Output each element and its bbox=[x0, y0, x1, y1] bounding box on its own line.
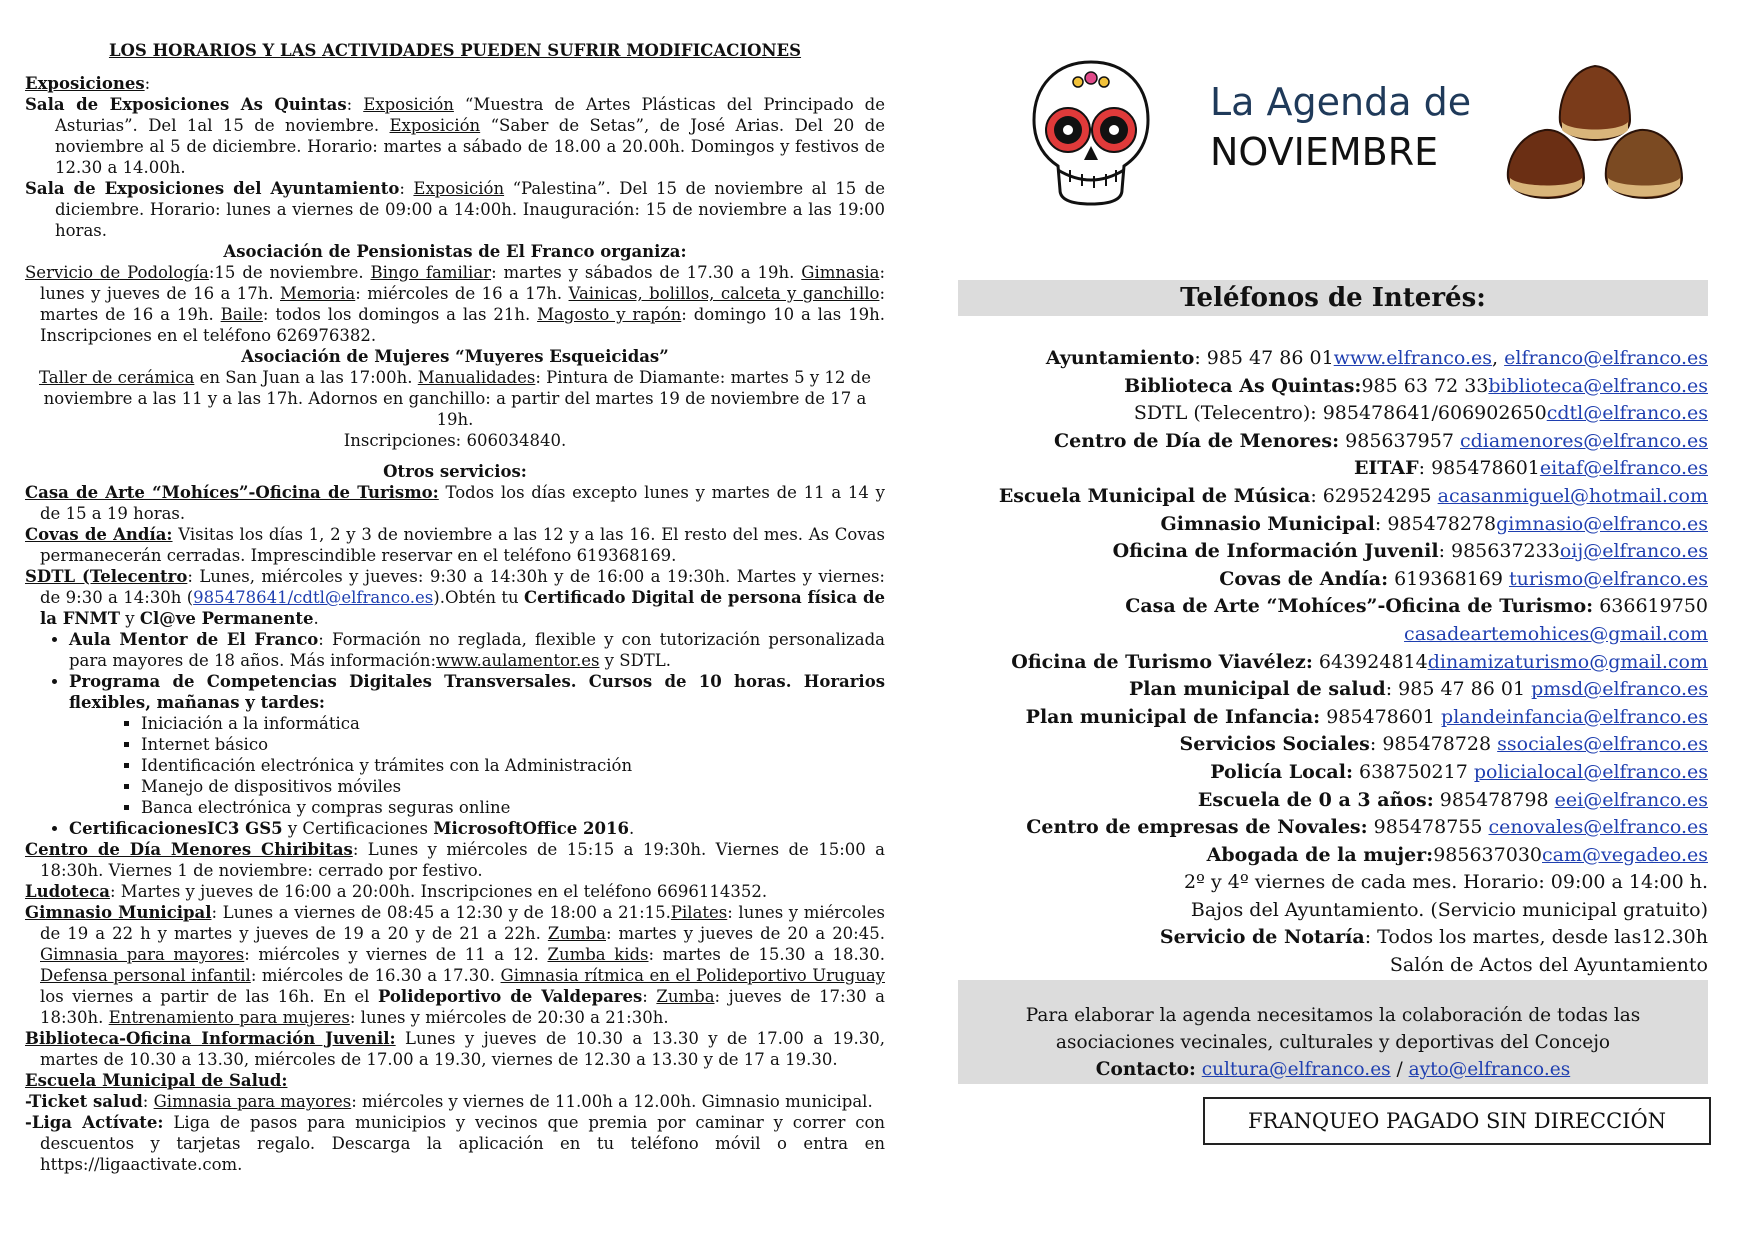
agenda-left-column bbox=[25, 40, 885, 1175]
viavelez-mail-link[interactable]: dinamizaturismo@gmail.com bbox=[1427, 650, 1708, 673]
eei-mail-link[interactable]: eei@elfranco.es bbox=[1554, 788, 1708, 811]
pensionistas-text: Servicio de Podología:15 de noviembre. Bingo familiar: martes y sábados de 17.30 a 19h. Gimnasia: lunes y jueves de 16 a 17h. Memoria: miércoles de 16 a 17h. Vainicas, bolillos, calceta y ganchillo: martes de 16 a 19h. Baile: todos los domingos a las 21h. Magosto y rapón: domingo 10 a las 19h. Inscripciones en el teléfono 626976382. bbox=[25, 263, 886, 345]
colaboracion-box bbox=[958, 980, 1708, 1084]
expo-ayuntamiento: Sala de Exposiciones del Ayuntamiento: Exposición “Palestina”. Del 15 de noviembre al 15 de diciembre. Horario: lunes a viernes de 09:00 a 14:00h. Inauguración: 15 de noviembre a las 19:00 horas. bbox=[25, 179, 886, 240]
programa-competencias: • Programa de Competencias Digitales Transversales. Cursos de 10 horas. Horarios flexibles, mañanas y tardes: ▪ Iniciación a la informática ▪ Internet básico ▪ Identificación electrónica y trámites con la Administración ▪ Manejo de dispositivos móviles ▪ Banca electrónica y compras seguras online bbox=[69, 671, 885, 818]
centro-dia: Centro de Día Menores Chiribitas: Lunes y miércoles de 15:15 a 19:30h. Viernes de 15:00 a 18:30h. Viernes 1 de noviembre: cerrado por festivo. bbox=[25, 840, 885, 880]
telefonos-heading: Teléfonos de Interés: bbox=[958, 280, 1708, 316]
notaria-lugar: Salón de Actos del Ayuntamiento bbox=[1389, 954, 1708, 977]
covas-mail-link[interactable]: turismo@elfranco.es bbox=[1508, 567, 1708, 590]
phone-eitaf: EITAF: 985478601eitaf@elfranco.es bbox=[1353, 457, 1708, 480]
phone-infancia: Plan municipal de Infancia: 985478601 plandeinfancia@elfranco.es bbox=[1025, 705, 1708, 728]
casa-arte: Casa de Arte “Mohíces”-Oficina de Turismo: Todos los días excepto lunes y martes de 11 a 14 y de 15 a 19 horas. bbox=[25, 483, 885, 523]
phone-escuela-0-3: Escuela de 0 a 3 años: 985478798 eei@elfranco.es bbox=[1197, 788, 1708, 811]
abogada-lugar: Bajos del Ayuntamiento. (Servicio municipal gratuito) bbox=[1190, 898, 1708, 921]
phone-policia: Policía Local: 638750217 policialocal@elfranco.es bbox=[1210, 760, 1708, 783]
curso-item: ▪ Banca electrónica y compras seguras online bbox=[141, 797, 885, 818]
curso-item: ▪ Manejo de dispositivos móviles bbox=[141, 776, 885, 797]
agenda-title: La Agenda de bbox=[1210, 80, 1472, 124]
ayto-contact-mail-link[interactable]: ayto@elfranco.es bbox=[1408, 1059, 1571, 1080]
phone-casa-arte: Casa de Arte “Mohíces”-Oficina de Turismo: 636619750 casadeartemohices@gmail.com bbox=[1125, 595, 1708, 645]
curso-item: ▪ Identificación electrónica y trámites con la Administración bbox=[141, 755, 885, 776]
sdtl-link[interactable]: 985478641/cdtl@elfranco.es bbox=[193, 588, 434, 607]
sdtl-list bbox=[25, 629, 885, 839]
liga-activate: -Liga Actívate: Liga de pasos para municipios y vecinos que premia por caminar y correr con descuentos y tarjetas regalo. Descarga la aplicación en tu teléfono móvil o entra en https://ligaactivate.com. bbox=[25, 1113, 886, 1174]
phone-covas: Covas de Andía: 619368169 turismo@elfranco.es bbox=[1219, 567, 1708, 590]
cdm-mail-link[interactable]: cdiamenores@elfranco.es bbox=[1459, 429, 1708, 452]
infancia-mail-link[interactable]: plandeinfancia@elfranco.es bbox=[1441, 705, 1708, 728]
covas-andia: Covas de Andía: Visitas los días 1, 2 y 3 de noviembre a las 12 y a las 16. El resto del mes. As Covas permanecerán cerradas. Imprescindible reservar en el teléfono 619368169. bbox=[25, 525, 885, 565]
phone-sdtl: SDTL (Telecentro): 985478641/606902650cdtl@elfranco.es bbox=[1133, 402, 1708, 425]
chestnuts-icon bbox=[1500, 60, 1690, 210]
ludoteca: Ludoteca: Martes y jueves de 16:00 a 20:00h. Inscripciones en el teléfono 6696114352. bbox=[25, 882, 768, 901]
casa-arte-mail-link[interactable]: casadeartemohices@gmail.com bbox=[1404, 622, 1708, 645]
phone-ayuntamiento: Ayuntamiento: 985 47 86 01www.elfranco.es, elfranco@elfranco.es bbox=[1045, 347, 1708, 369]
phone-musica: Escuela Municipal de Música: 629524295 acasanmiguel@hotmail.com bbox=[998, 484, 1708, 507]
ticket-salud: -Ticket salud: Gimnasia para mayores: miércoles y viernes de 11.00h a 12.00h. Gimnasio municipal. bbox=[25, 1092, 873, 1111]
escuela-salud-heading: Escuela Municipal de Salud: bbox=[25, 1071, 288, 1090]
biblioteca: Biblioteca-Oficina Información Juvenil: Lunes y jueves de 10.30 a 13.30 y de 17.00 a 19.30, martes de 10.30 a 13.30, miércoles de 17.00 a 19.30, viernes de 12.30 a 13.30 y de 17 a 19.30. bbox=[25, 1029, 885, 1069]
notice-heading: LOS HORARIOS Y LAS ACTIVIDADES PUEDEN SUFRIR MODIFICACIONES bbox=[108, 41, 802, 60]
curso-item: ▪ Iniciación a la informática bbox=[141, 713, 885, 734]
expo-quintas: Sala de Exposiciones As Quintas: Exposición “Muestra de Artes Plásticas del Principado de Asturias”. Del 1al 15 de noviembre. Exposición “Saber de Setas”, de José Arias. Del 20 de noviembre al 5 de diciembre. Horario: martes a sábado de 18.00 a 20.00h. Domingos y festivos de 12.30 a 14.00h. bbox=[25, 95, 885, 177]
biblioteca-mail-link[interactable]: biblioteca@elfranco.es bbox=[1488, 374, 1708, 397]
cursos-list bbox=[69, 713, 885, 818]
phone-viavelez: Oficina de Turismo Viavélez: 643924814dinamizaturismo@gmail.com bbox=[1011, 650, 1708, 673]
sdtl-mail-link[interactable]: cdtl@elfranco.es bbox=[1546, 402, 1708, 425]
gimnasio: Gimnasio Municipal: Lunes a viernes de 08:45 a 12:30 y de 18:00 a 21:15.Pilates: lunes y miércoles de 19 a 22 h y martes y jueves de 19 a 20 y de 21 a 22h. Zumba: martes y jueves de 20 a 20:45. Gimnasia para mayores: miércoles y viernes de 11 a 12. Zumba kids: martes de 15.30 a 18.30. Defensa personal infantil: miércoles de 16.30 a 17.30. Gimnasia rítmica en el Polideportivo Uruguay los viernes a partir de las 16h. En el Polideportivo de Valdepares: Zumba: jueves de 17:30 a 18:30h. Entrenamiento para mujeres: lunes y miércoles de 20:30 a 21:30h. bbox=[25, 903, 886, 1027]
aula-mentor: • Aula Mentor de El Franco: Formación no reglada, flexible y con tutorización personalizada para mayores de 18 años. Más información:www.aulamentor.es y SDTL. bbox=[69, 629, 885, 671]
abogada-mail-link[interactable]: cam@vegadeo.es bbox=[1542, 843, 1708, 866]
exposiciones-heading: Exposiciones: bbox=[25, 74, 151, 93]
cultura-mail-link[interactable]: cultura@elfranco.es bbox=[1201, 1059, 1391, 1080]
phone-oij: Oficina de Información Juvenil: 985637233oij@elfranco.es bbox=[1112, 540, 1708, 563]
phone-gimnasio: Gimnasio Municipal: 985478278gimnasio@elfranco.es bbox=[1160, 512, 1708, 535]
contacto-line: Contacto: cultura@elfranco.es / ayto@elfranco.es bbox=[1095, 1059, 1571, 1080]
musica-mail-link[interactable]: acasanmiguel@hotmail.com bbox=[1437, 484, 1708, 507]
phone-biblioteca: Biblioteca As Quintas:985 63 72 33biblioteca@elfranco.es bbox=[1124, 374, 1708, 397]
curso-item: ▪ Internet básico bbox=[141, 734, 885, 755]
mujeres-heading: Asociación de Mujeres “Muyeres Esqueicidas” bbox=[241, 347, 669, 366]
abogada-horario: 2º y 4º viernes de cada mes. Horario: 09:00 a 14:00 h. bbox=[1183, 871, 1708, 894]
otros-heading: Otros servicios: bbox=[383, 462, 527, 481]
ayto-web-link[interactable]: www.elfranco.es bbox=[1333, 347, 1493, 369]
agenda-month: NOVIEMBRE bbox=[1210, 130, 1439, 174]
policia-mail-link[interactable]: policialocal@elfranco.es bbox=[1473, 760, 1708, 783]
eitaf-mail-link[interactable]: eitaf@elfranco.es bbox=[1539, 457, 1708, 480]
pensionistas-heading: Asociación de Pensionistas de El Franco organiza: bbox=[223, 242, 687, 261]
gimnasio-mail-link[interactable]: gimnasio@elfranco.es bbox=[1496, 512, 1708, 535]
certificaciones: • CertificacionesIC3 GS5 y Certificaciones MicrosoftOffice 2016. bbox=[69, 818, 885, 839]
phone-salud: Plan municipal de salud: 985 47 86 01 pmsd@elfranco.es bbox=[1128, 678, 1708, 701]
oij-mail-link[interactable]: oij@elfranco.es bbox=[1559, 540, 1708, 563]
sugar-skull-icon bbox=[1028, 58, 1154, 208]
phone-abogada: Abogada de la mujer:985637030cam@vegadeo.es bbox=[1206, 843, 1708, 866]
phone-centro-menores: Centro de Día de Menores: 985637957 cdiamenores@elfranco.es bbox=[1053, 429, 1708, 452]
salud-mail-link[interactable]: pmsd@elfranco.es bbox=[1531, 678, 1708, 701]
colaboracion-text: Para elaborar la agenda necesitamos la colaboración de todas las asociaciones vecinales, culturales y deportivas del Concejo bbox=[1025, 1005, 1641, 1053]
franqueo-box: FRANQUEO PAGADO SIN DIRECCIÓN bbox=[1203, 1097, 1711, 1145]
phone-servicios-sociales: Servicios Sociales: 985478728 ssociales@elfranco.es bbox=[1179, 733, 1708, 756]
ssociales-mail-link[interactable]: ssociales@elfranco.es bbox=[1497, 733, 1708, 756]
ayto-mail-link[interactable]: elfranco@elfranco.es bbox=[1504, 347, 1708, 369]
phone-novales: Centro de empresas de Novales: 985478755 cenovales@elfranco.es bbox=[1026, 816, 1708, 839]
aula-mentor-link[interactable]: www.aulamentor.es bbox=[436, 651, 600, 670]
mujeres-text: Taller de cerámica en San Juan a las 17:00h. Manualidades: Pintura de Diamante: martes 5 y 12 de noviembre a las 11 y a las 17h. Adornos en ganchillo: a partir del martes 19 de noviembre de 17 a 19h. Inscripciones: 606034840. bbox=[39, 368, 871, 450]
telefonos-list bbox=[958, 345, 1708, 980]
phone-notaria: Servicio de Notaría: Todos los martes, desde las12.30h bbox=[1159, 926, 1708, 949]
novales-mail-link[interactable]: cenovales@elfranco.es bbox=[1488, 816, 1708, 839]
sdtl: SDTL (Telecentro: Lunes, miércoles y jueves: 9:30 a 14:30h y de 16:00 a 19:30h. Martes y viernes: de 9:30 a 14:30h (985478641/cdtl@elfranco.es).Obtén tu Certificado Digital de persona física de la FNMT y Cl@ve Permanente. bbox=[25, 567, 885, 628]
